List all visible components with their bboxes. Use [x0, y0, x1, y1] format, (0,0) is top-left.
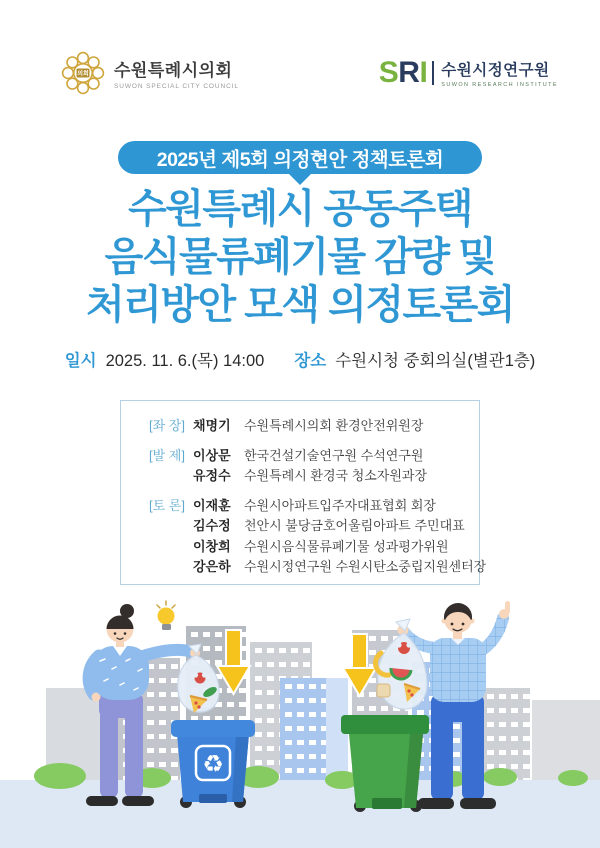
- speaker-desc: 천안시 불당금호어울림아파트 주민대표: [244, 518, 465, 533]
- green-foodwaste-bin: [341, 715, 429, 812]
- speaker-role: [발 제]: [149, 447, 185, 463]
- title-line-2: 음식물류폐기물 감량 및: [104, 235, 496, 279]
- speaker-desc: 수원특례시의회 환경안전위원장: [244, 418, 424, 433]
- speaker-desc: 수원특례시 환경국 청소자원과장: [244, 468, 428, 483]
- council-emblem-text: 의회: [77, 71, 89, 78]
- down-arrow-icon: [217, 630, 250, 694]
- sri-name: 수원시정연구원: [441, 62, 550, 79]
- council-subtitle: SUWON SPECIAL CITY COUNCIL: [114, 83, 239, 90]
- date-value: 2025. 11. 6.(목) 14:00: [105, 352, 265, 370]
- date-label: 일시: [64, 352, 97, 370]
- sri-logo: [379, 58, 558, 88]
- event-meta: [0, 347, 600, 371]
- speaker-row: [149, 496, 469, 517]
- speaker-role: [토 론]: [149, 497, 185, 513]
- recycle-icon: ♻: [202, 751, 224, 778]
- title-line-1: 수원특례시 공동주택: [128, 187, 472, 231]
- event-badge: 2025년 제5회 의정현안 정책토론회: [118, 141, 482, 174]
- speaker-role: [149, 516, 193, 537]
- speaker-name: 김수정: [193, 518, 231, 533]
- speaker-role: [149, 466, 193, 487]
- speaker-desc: 수원시음식물류폐기물 성과평가위원: [244, 538, 449, 554]
- place-value: 수원시청 중회의실(별관1층): [335, 352, 536, 370]
- speaker-name: 강은하: [193, 559, 231, 574]
- illustration: [0, 600, 600, 848]
- council-emblem-icon: [60, 50, 106, 96]
- sri-acronym: [379, 58, 428, 88]
- speaker-name: 채명기: [193, 418, 231, 433]
- sri-letter-i: I: [419, 56, 428, 89]
- speaker-name: 이창희: [193, 538, 231, 554]
- title-line-3: 처리방안 모색 의정토론회: [86, 283, 514, 327]
- speaker-name: 이상문: [193, 447, 231, 463]
- speaker-role: [좌 장]: [149, 418, 185, 433]
- speaker-name: 유정수: [193, 468, 231, 483]
- down-arrow-icon: [343, 634, 376, 696]
- page-title: [0, 185, 600, 329]
- speaker-desc: 수원시아파트입주자대표협회 회장: [244, 497, 436, 513]
- council-name: 수원특례시의회: [114, 61, 233, 80]
- speaker-role: [149, 557, 193, 578]
- illustration-figures: [0, 600, 600, 848]
- speaker-row: [149, 466, 469, 487]
- sri-letter-r: R: [398, 56, 420, 89]
- speaker-row: [149, 557, 487, 578]
- lightbulb-icon: [157, 601, 175, 630]
- sri-subtitle: SUWON RESEARCH INSTITUTE: [441, 82, 558, 88]
- speaker-desc: 한국건설기술연구원 수석연구원: [244, 447, 424, 463]
- blue-recycle-bin: [171, 720, 255, 808]
- speaker-row: [149, 516, 469, 537]
- header: [60, 50, 558, 96]
- speaker-role: [149, 537, 193, 558]
- speaker-row: [149, 446, 469, 467]
- place-label: 장소: [294, 352, 327, 370]
- sri-divider: [432, 61, 434, 85]
- council-logo: [60, 50, 239, 96]
- speaker-desc: 수원시정연구원 수원시탄소중립지원센터장: [244, 559, 487, 574]
- speakers-panel: [120, 400, 487, 585]
- speaker-row: [149, 537, 469, 558]
- speaker-name: 이재훈: [193, 497, 231, 513]
- speaker-row: [149, 416, 469, 437]
- sri-letter-s: S: [378, 56, 399, 89]
